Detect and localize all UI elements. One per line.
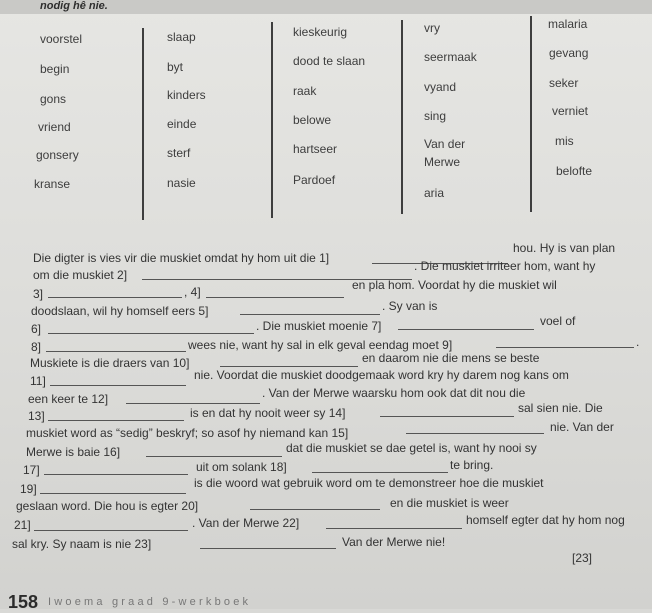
word-belofte: belofte [556,164,593,178]
word-byt: byt [167,60,184,74]
passage-line-3a: 3] [33,287,44,301]
word-belowe: belowe [293,113,332,127]
passage-line-17a: sal kry. Sy naam is nie 23] [12,537,152,551]
word-hartseer: hartseer [293,142,338,156]
word-vry: vry [424,21,440,35]
passage-line-7b: en daarom nie die mens se beste [362,351,540,365]
passage-line-11b: nie. Van der [550,420,614,434]
blank-10[interactable] [220,366,358,367]
word-sing: sing [424,109,447,123]
blank-4[interactable] [206,297,344,298]
word-seermaak: seermaak [424,50,477,64]
blank-20[interactable] [250,509,380,510]
blank-22[interactable] [326,528,462,529]
passage-line-11a: muskiet word as “sedig” beskryf; so asof hy niemand kan 15] [26,426,349,440]
blank-8[interactable] [46,351,186,352]
word-kinders: kinders [167,88,206,102]
blank-16[interactable] [146,456,282,457]
blank-17[interactable] [44,474,188,475]
word-verniet: verniet [552,104,589,118]
divider-2 [271,22,273,218]
passage-line-5b: . Die muskiet moenie 7] [256,319,382,333]
passage-line-15a: geslaan word. Die hou is egter 20] [16,499,199,513]
blank-21[interactable] [34,530,188,531]
passage-line-6b: wees nie, want hy sal in elk geval eendag moet 9] [188,338,453,352]
divider-3 [401,20,403,214]
passage-line-10b: is en dat hy nooit weer sy 14] [190,406,346,420]
passage-line-12b: dat die muskiet se dae getel is, want hy nooi sy [286,441,537,455]
blank-7[interactable] [398,329,534,330]
blank-18[interactable] [312,472,448,473]
passage-line-16c: homself egter dat hy hom nog [466,513,625,527]
word-raak: raak [293,84,317,98]
passage-line-3c: en pla hom. Voordat hy die muskiet wil [352,278,557,292]
word-gons: gons [40,92,67,106]
blank-15[interactable] [406,433,544,434]
word-begin: begin [40,62,70,76]
word-slaap: slaap [167,30,196,44]
word-aria: aria [424,186,445,200]
passage-line-6a: 8] [31,340,42,354]
word-kieskeurig: kieskeurig [293,25,348,39]
divider-4 [530,16,532,212]
passage-line-17b: Van der Merwe nie! [342,535,446,549]
passage-line-3b: , 4] [184,285,201,299]
blank-6[interactable] [48,333,254,334]
blank-5[interactable] [240,314,380,315]
passage-line-2a: om die muskiet 2] [33,268,128,282]
marks-total: [23] [572,551,593,565]
passage-line-12a: Merwe is baie 16] [26,445,121,459]
passage-line-13a: 17] [23,463,40,477]
word-gonsery: gonsery [36,148,79,162]
word-nasie: nasie [167,176,196,190]
passage-line-8b: nie. Voordat die muskiet doodgemaak word kry hy darem nog kans om [194,368,569,382]
passage-line-13b: uit om solank 18] [196,460,287,474]
passage-line-4b: . Sy van is [382,299,438,313]
word-gevang: gevang [549,46,589,60]
passage-line-9a: een keer te 12] [28,392,109,406]
passage-line-14a: 19] [20,482,37,496]
divider-1 [142,28,144,220]
passage-line-15b: en die muskiet is weer [390,496,509,510]
word-voorstel: voorstel [40,32,83,46]
word-vyand: vyand [424,80,457,94]
word-merwe: Merwe [424,155,461,169]
passage-line-10c: sal sien nie. Die [518,401,603,415]
passage-line-16a: 21] [14,518,31,532]
passage-line-2b: . Die muskiet irriteer hom, want hy [414,259,596,273]
passage-line-1a: Die digter is vies vir die muskiet omdat hy hom uit die 1] [33,251,330,265]
passage-line-5a: 6] [31,322,42,336]
word-einde: einde [167,117,197,131]
passage-line-16b: . Van der Merwe 22] [192,516,300,530]
blank-13[interactable] [48,420,184,421]
passage-line-8a: 11] [30,374,46,388]
word-mis: mis [555,134,574,148]
word-vriend: vriend [38,120,71,134]
passage-line-6c: . [636,335,640,349]
blank-12[interactable] [126,403,260,404]
passage-line-14b: is die woord wat gebruik word om te demonstreer hoe die muskiet [194,476,544,490]
blank-3[interactable] [48,297,182,298]
passage-line-5c: voel of [540,314,576,328]
passage-line-10a: 13] [28,409,45,423]
header-text: nodig hê nie. [40,0,108,12]
word-malaria: malaria [548,17,588,31]
blank-9[interactable] [496,347,634,348]
word-sterf: sterf [167,146,191,160]
word-pardoef: Pardoef [293,173,336,187]
passage-line-7a: Muskiete is die draers van 10] [30,356,190,370]
passage-line-13c: te bring. [450,458,494,472]
blank-19[interactable] [40,493,186,494]
passage-line-9b: . Van der Merwe waarsku hom ook dat dit nou die [262,386,526,400]
word-van-der: Van der [424,137,466,151]
word-dood-te-slaan: dood te slaan [293,54,366,68]
blank-11[interactable] [50,385,186,386]
blank-23[interactable] [200,548,336,549]
passage-line-1b: hou. Hy is van plan [513,241,616,255]
word-seker: seker [549,76,579,90]
passage-line-4a: doodslaan, wil hy homself eers 5] [31,304,209,318]
word-kranse: kranse [34,177,71,191]
book-title: Iwoema graad 9-werkboek [48,596,252,608]
blank-14[interactable] [380,416,514,417]
page-number: 158 [8,592,39,612]
